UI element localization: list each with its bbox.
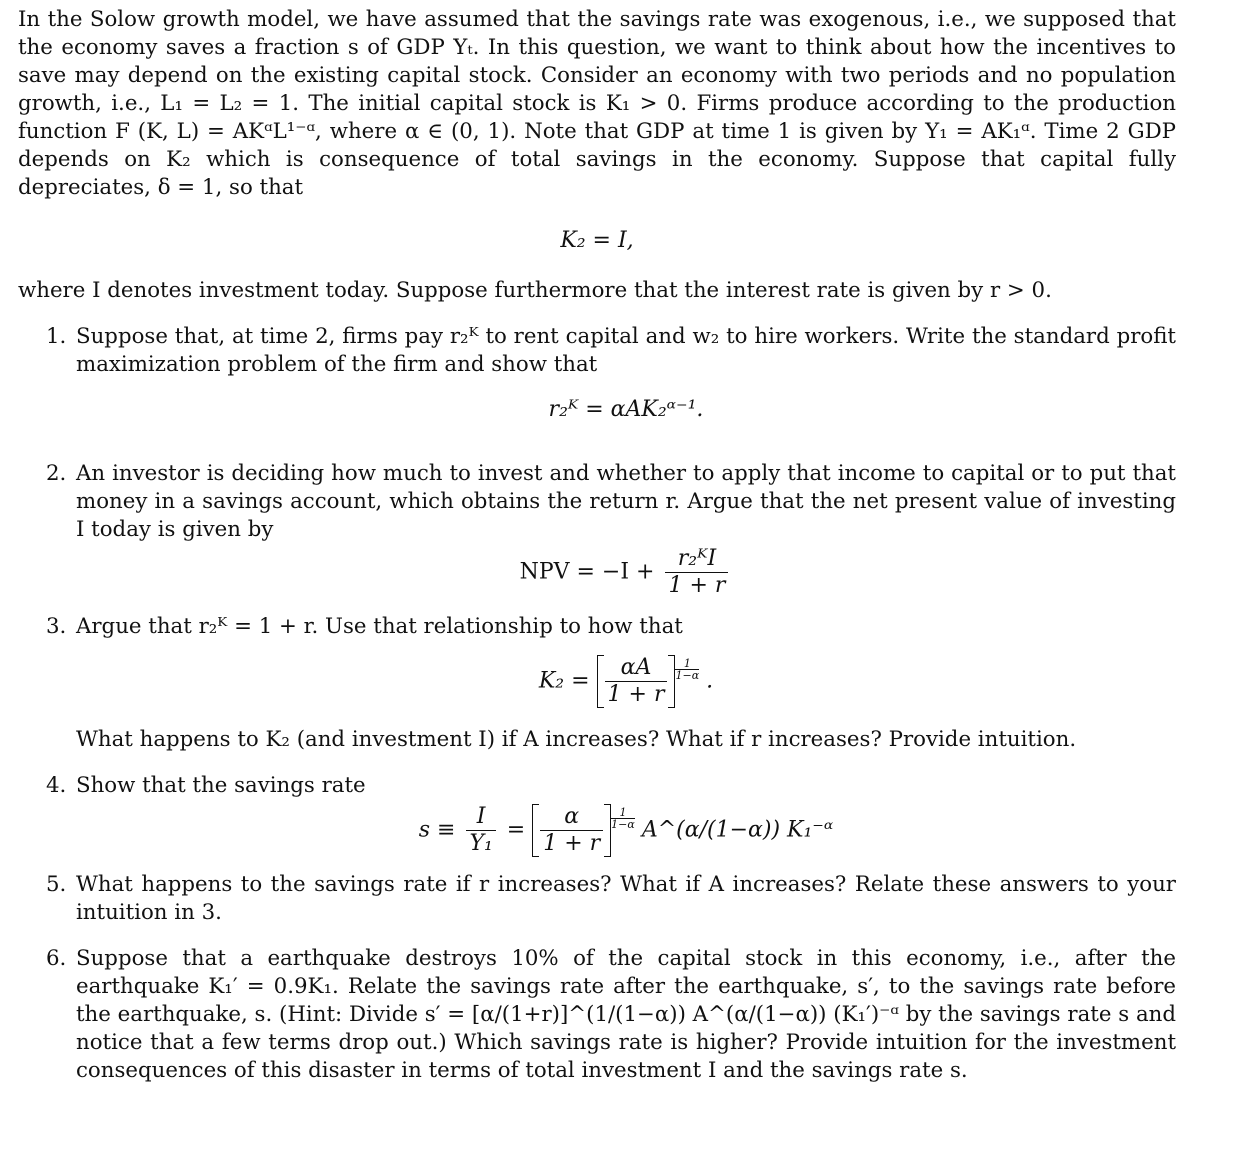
fraction — [540, 804, 603, 857]
intro-paragraph: In the Solow growth model, we have assumed that the savings rate was exogenous, i.e., we supposed that the economy saves a fraction s of GDP Yₜ. In this question, we want to think about how the incentives to save may depend on the existing capital stock. Consider an economy with two periods and no population growth, i.e., L₁ = L₂ = 1. The initial capital stock is K₁ > 0. Firms produce according to the production function F (K, L) = AKᵅL¹⁻ᵅ, where α ∈ (0, 1). Note that GDP at time 1 is given by Y₁ = AK₁ᵅ. Time 2 GDP depends on K₂ which is consequence of total savings in the economy. Suppose that capital fully depreciates, δ = 1, so that — [18, 7, 1176, 200]
problem-document — [18, 6, 1176, 1085]
fraction-numerator: I — [476, 804, 486, 829]
question-text: Argue that r₂ᴷ = 1 + r. Use that relationship to how that — [76, 614, 683, 639]
equation-npv — [76, 546, 1176, 599]
exponent-fraction — [675, 658, 699, 681]
fraction-denominator: Y₁ — [466, 830, 495, 857]
question-number: 2. — [46, 461, 67, 486]
exponent-denominator: 1−α — [675, 669, 700, 683]
equation-lhs: s ≡ — [418, 817, 456, 843]
equation-savings-rate — [76, 804, 1176, 857]
question-text: Suppose that, at time 2, firms pay r₂ᴷ to rent capital and w₂ to hire workers. Write the standard profit maximization problem of the firm and show that — [76, 324, 1176, 377]
equation-lhs: NPV = −I + — [519, 559, 655, 585]
question-text: What happens to the savings rate if r increases? What if A increases? Relate these answers to your intuition in 3. — [76, 872, 1176, 925]
question-number: 4. — [46, 773, 67, 798]
question-number: 6. — [46, 946, 67, 971]
question-text: Suppose that a earthquake destroys 10% of the capital stock in this economy, i.e., after the earthquake K₁′ = 0.9K₁. Relate the savings rate after the earthquake, s′, to the savings rate before the earthquake, s. (Hint: Divide s′ = [α/(1+r)]^(1/(1−α)) A^(α/(1−α)) (K₁′)⁻ᵅ by the savings rate s and notice that a few terms drop out.) Which savings rate is higher? Provide intuition for the investment consequences of this disaster in terms of total investment I and the savings rate s. — [76, 946, 1176, 1083]
question-2 — [18, 460, 1176, 599]
question-1 — [18, 323, 1176, 422]
after-equation-text: where I denotes investment today. Suppose furthermore that the interest rate is given by r > 0. — [18, 278, 1052, 303]
exponent-fraction — [611, 807, 635, 830]
question-number: 3. — [46, 614, 67, 639]
question-number: 1. — [46, 324, 67, 349]
equation-capital: K₂ = I, — [560, 228, 634, 253]
question-number: 5. — [46, 872, 67, 897]
fraction-denominator: 1 + r — [540, 830, 603, 857]
fraction-numerator: α — [564, 804, 580, 829]
equation-tail: . — [706, 668, 714, 694]
exponent-numerator: 1 — [683, 657, 691, 671]
equation-k2 — [76, 655, 1176, 708]
bracket — [532, 804, 611, 857]
fraction — [665, 546, 728, 599]
question-text: Show that the savings rate — [76, 773, 366, 798]
fraction-denominator: 1 + r — [665, 572, 728, 599]
equation-tail: A^(α/(1−α)) K₁⁻ᵅ — [641, 817, 834, 843]
question-followup: What happens to K₂ (and investment I) if A increases? What if r increases? Provide intuition. — [76, 727, 1077, 752]
question-text: An investor is deciding how much to invest and whether to apply that income to capital or to put that money in a savings account, which obtains the return r. Argue that the net present value of investing I today is given by — [76, 461, 1176, 542]
equation-lhs: K₂ = — [538, 668, 590, 694]
equation-rental-rate: r₂ᴷ = αAK₂ᵅ⁻¹. — [548, 397, 704, 422]
fraction — [466, 804, 495, 857]
fraction — [605, 655, 668, 708]
equals-sign: = — [506, 817, 526, 843]
fraction-numerator: αA — [620, 655, 652, 680]
exponent-denominator: 1−α — [611, 818, 635, 832]
fraction-numerator: r₂ᴷI — [677, 546, 717, 571]
bracket — [597, 655, 676, 708]
question-6 — [18, 945, 1176, 1085]
question-4 — [18, 772, 1176, 857]
exponent-numerator: 1 — [619, 806, 627, 820]
fraction-denominator: 1 + r — [605, 681, 668, 708]
question-5 — [18, 871, 1176, 927]
question-3 — [18, 613, 1176, 754]
